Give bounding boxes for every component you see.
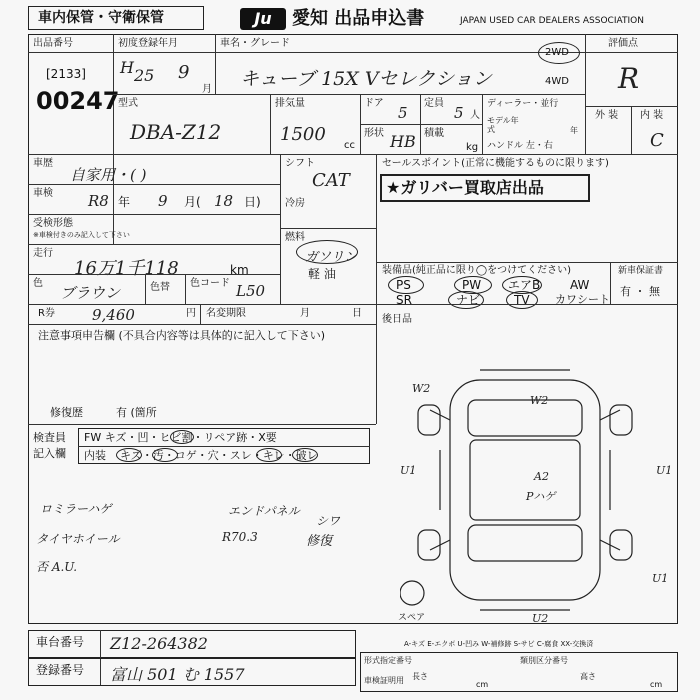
equipment-navi-circle: [448, 291, 484, 309]
inspector-label2: 記入欄: [33, 447, 66, 460]
inspection-label: 車検: [33, 188, 53, 199]
mileage-label: 走行: [33, 248, 53, 259]
diagram-label-phage: Pハゲ: [526, 490, 556, 503]
diagram-spare: スペア: [398, 613, 426, 623]
recycle-unit: 円: [186, 308, 196, 319]
inspection-day-unit: 日): [244, 195, 261, 209]
drive-2wd: 2WD: [545, 47, 569, 58]
new-warranty-label: 新車保証書: [618, 266, 664, 276]
mileage-unit: km: [230, 263, 249, 277]
note-l3: 否 A.U.: [36, 560, 78, 574]
equipment-ps-circle: [388, 276, 424, 294]
equipment-navi: ナビ: [456, 293, 481, 307]
capacity-unit: 人: [470, 110, 480, 121]
cert-label3: 類別区分番号: [520, 656, 568, 665]
fuel-gas-circle: [296, 240, 358, 264]
capacity-label: 定員: [424, 98, 444, 109]
inspector-row2: キズ・汚・コゲ・穴・スレ・キレ・破レ: [120, 449, 318, 462]
logo-mark: Ju: [254, 9, 272, 28]
inspector-circle-1: [170, 430, 194, 444]
equipment-leather: カワシート: [555, 293, 610, 306]
note-l1a: ロミラーハゲ: [40, 502, 112, 516]
dealer-model-year-label: モデル年 式: [487, 116, 519, 134]
recycle-label: R券: [38, 308, 55, 319]
doors-value: 5: [398, 104, 408, 122]
rating-ext-label: 外 装: [595, 110, 619, 121]
cert-label1: 形式指定番号: [364, 656, 412, 665]
form-subtitle: JAPAN USED CAR DEALERS ASSOCIATION: [460, 16, 644, 26]
shift-value: CAT: [312, 170, 350, 191]
aircon-label: 冷房: [285, 198, 305, 209]
dealer-handle-label: ハンドル 左・右: [487, 141, 553, 151]
diagram-label-a2: A2: [534, 470, 549, 483]
storage-label: 車内保管・守衛保管: [38, 10, 164, 26]
note-l2a: タイヤホイール: [36, 532, 120, 546]
inspector-circle-2: [116, 448, 142, 462]
inspection-month-unit: 月(: [184, 195, 201, 209]
type-value: DBA-Z12: [130, 120, 222, 144]
shape-value: HB: [390, 132, 416, 151]
repair-label: 修復歴: [50, 406, 83, 419]
equipment-label: 装備品(純正品に限り◯をつけてください): [382, 265, 571, 276]
recycle-value: 9,460: [92, 306, 135, 324]
color-code-label: 色コード: [190, 278, 230, 289]
logo: [240, 8, 286, 30]
name-change-month: 月: [300, 308, 310, 319]
equipment-tv-circle: [506, 291, 538, 309]
fuel-light: 軽 油: [308, 267, 336, 281]
chassis-label: 車台番号: [36, 635, 85, 649]
inspector-row2-label: 内装: [84, 449, 106, 462]
registration-label: 初度登録年月: [118, 38, 178, 49]
shape-label: 形状: [364, 128, 384, 139]
plate-value: 富山 501 む 1557: [110, 665, 245, 684]
displacement-label: 排気量: [275, 98, 305, 109]
diagram-label-u1b: U1: [656, 464, 673, 477]
lot-sub: [2133]: [46, 67, 86, 81]
inspection-era: R8: [88, 192, 109, 210]
load-unit: kg: [466, 142, 479, 153]
reception-note: ※車検付きのみ記入して下さい: [33, 231, 130, 239]
equipment-ps: PS: [396, 278, 411, 292]
reception-label: 受検形態: [33, 218, 73, 229]
capacity-value: 5: [454, 104, 464, 122]
inspection-day: 18: [214, 192, 234, 210]
fuel-gas: ガソリン: [305, 250, 358, 265]
notes-label: 注意事項申告欄 (不具合内容等は具体的に記入して下さい): [38, 329, 326, 342]
plate-label: 登録番号: [36, 663, 85, 677]
doors-label: ドア: [364, 98, 384, 109]
cert-len-cm: cm: [476, 680, 489, 689]
cert-len: 長さ: [412, 672, 428, 681]
sales-point-value: ★ガリバー買取店出品: [386, 178, 544, 197]
note-l2b: R70.3: [222, 530, 258, 544]
repair-value: 有 (箇所: [116, 406, 157, 419]
equipment-aw: AW: [570, 278, 590, 292]
name-change-day: 日: [352, 308, 362, 319]
displacement-unit: cc: [344, 140, 355, 151]
form-title: 愛知 出品申込書: [292, 8, 425, 29]
name-change-label: 名変期限: [206, 308, 246, 319]
color-value: ブラウン: [60, 284, 121, 302]
registration-year: 25: [134, 66, 155, 85]
sales-point-label: セールスポイント(正常に機能するものに限ります): [382, 158, 609, 169]
displacement-value: 1500: [280, 124, 326, 145]
car-diagram: [400, 350, 673, 620]
rating-value: R: [618, 62, 640, 95]
diagram-label-u1a: U1: [400, 464, 417, 477]
dealer-year-unit: 年: [570, 126, 578, 135]
history-value: 自家用・( ): [70, 166, 147, 184]
color-num-label: 色替: [150, 282, 170, 293]
load-label: 積載: [424, 128, 444, 139]
registration-month-unit: 月: [202, 84, 212, 95]
after-label: 後日品: [382, 314, 412, 325]
note-l2c: 修復: [306, 534, 333, 549]
shift-label: シフト: [285, 158, 315, 169]
rating-label: 評価点: [608, 38, 638, 49]
cert-height: 高さ: [580, 672, 596, 681]
mileage-value: 16万1千118: [74, 258, 179, 279]
rating-int-value: C: [650, 130, 664, 151]
registration-month: 9: [178, 62, 190, 83]
model-value: キューブ 15X Vセレクション: [240, 68, 492, 90]
lot-label: 出品番号: [33, 38, 73, 49]
equipment-pw: PW: [462, 278, 482, 292]
cert-height-cm: cm: [650, 680, 663, 689]
diagram-label-u1c: U1: [652, 572, 669, 585]
equipment-airbag: エアB: [508, 278, 541, 292]
diagram-legend: A-キズ E-エクボ U-凹み W-補修跡 S-サビ C-腐食 XX-交換済: [404, 640, 594, 648]
color-code: L50: [236, 282, 266, 300]
inspector-circle-3: [152, 448, 178, 462]
inspection-year-unit: 年: [118, 195, 131, 209]
note-l1c: シワ: [316, 514, 341, 528]
diagram-label-u2: U2: [532, 612, 549, 625]
drive-4wd: 4WD: [545, 76, 569, 87]
inspector-circle-5: [292, 448, 318, 462]
type-label: 型式: [118, 98, 138, 109]
diagram-label-w2b: W2: [530, 394, 549, 407]
dealer-label: ディーラー・並行: [487, 99, 559, 109]
equipment-tv: TV: [514, 293, 530, 307]
inspector-label1: 検査員: [33, 431, 66, 444]
note-l1b: エンドパネル: [228, 504, 300, 518]
model-label: 車名・グレード: [220, 38, 290, 49]
chassis-value: Z12-264382: [110, 634, 208, 653]
diagram-label-w2a: W2: [412, 382, 431, 395]
history-label: 車歴: [33, 158, 53, 169]
inspector-row1: FW キズ・凹・ヒビ割・リペア跡・X要: [84, 431, 277, 444]
inspection-month: 9: [158, 192, 168, 210]
lot-number: 00247: [36, 87, 120, 115]
equipment-sr: SR: [396, 293, 412, 307]
new-warranty-value: 有 ・ 無: [620, 285, 660, 298]
rating-int-label: 内 装: [640, 110, 664, 121]
cert-label2: 車検証明用: [364, 676, 404, 685]
registration-era: H: [120, 58, 134, 77]
color-label: 色: [33, 278, 43, 289]
fuel-label: 燃料: [285, 232, 305, 243]
inspector-circle-4: [256, 448, 282, 462]
